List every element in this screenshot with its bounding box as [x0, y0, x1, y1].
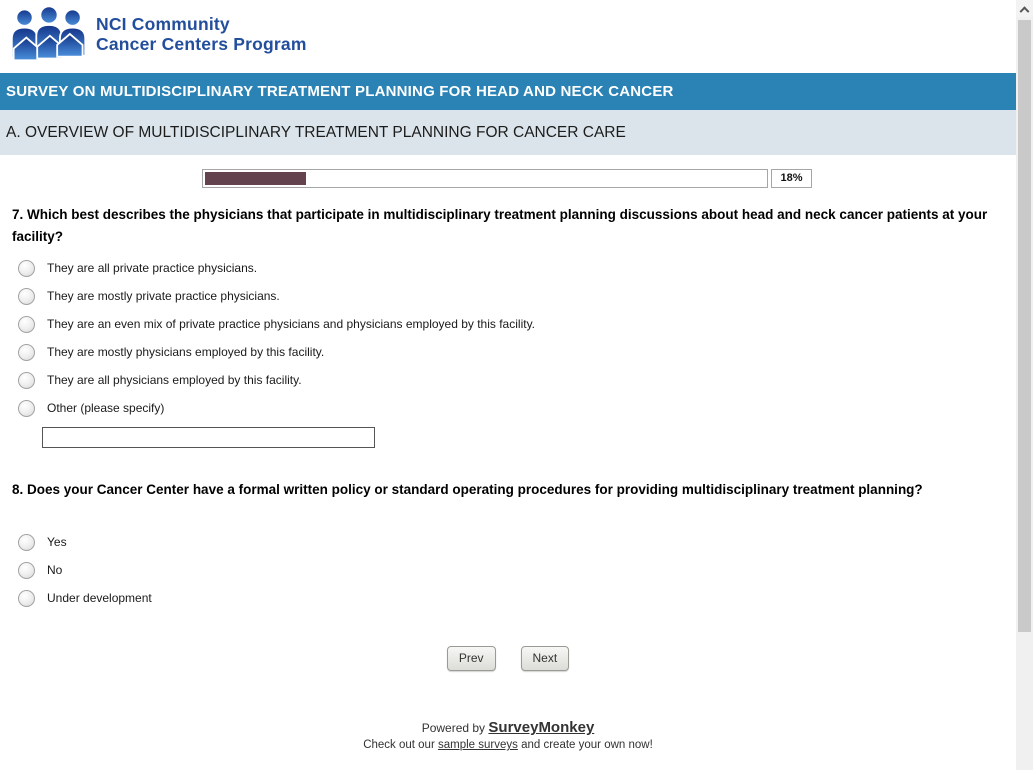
radio-button[interactable]: [18, 400, 35, 417]
q7-option-row[interactable]: [18, 366, 535, 394]
q7-option-row[interactable]: [18, 310, 535, 338]
survey-title-bar: SURVEY ON MULTIDISCIPLINARY TREATMENT PLANNING FOR HEAD AND NECK CANCER: [0, 73, 1016, 110]
progress-bar-fill: [205, 172, 306, 185]
ncccp-logo: [10, 6, 307, 62]
section-title-bar: A. OVERVIEW OF MULTIDISCIPLINARY TREATMENT PLANNING FOR CANCER CARE: [0, 110, 1016, 155]
q7-option-row[interactable]: [18, 254, 535, 282]
q8-option-row[interactable]: [18, 584, 152, 612]
option-label: They are mostly private practice physicians.: [47, 289, 280, 303]
q7-option-row[interactable]: [18, 338, 535, 366]
option-label: Under development: [47, 591, 152, 605]
radio-button[interactable]: [18, 534, 35, 551]
footer: [0, 719, 1016, 751]
radio-button[interactable]: [18, 372, 35, 389]
logo-text: [96, 14, 307, 54]
powered-by-text: Powered by: [421, 721, 486, 735]
q8-option-row[interactable]: [18, 528, 152, 556]
surveymonkey-link[interactable]: SurveyMonkey: [488, 719, 595, 736]
nav-buttons: [0, 646, 1016, 671]
radio-button[interactable]: [18, 590, 35, 607]
next-button[interactable]: Next: [521, 646, 570, 671]
progress-percent-label: 18%: [771, 169, 812, 188]
radio-button[interactable]: [18, 316, 35, 333]
option-label: No: [47, 563, 63, 577]
q7-option-row[interactable]: [18, 282, 535, 310]
q7-option-row-other[interactable]: [18, 394, 535, 422]
vertical-scrollbar[interactable]: [1016, 0, 1033, 770]
tagline-post: and create your own now!: [521, 739, 653, 751]
radio-button[interactable]: [18, 288, 35, 305]
option-label: Yes: [47, 535, 67, 549]
chevron-up-icon: [1020, 6, 1030, 16]
people-houses-icon: [10, 6, 88, 62]
tagline-pre: Check out our: [363, 739, 435, 751]
radio-button[interactable]: [18, 344, 35, 361]
option-label: Other (please specify): [47, 401, 165, 415]
radio-button[interactable]: [18, 562, 35, 579]
question-8-text: 8. Does your Cancer Center have a formal written policy or standard operating procedures for providing multidisciplinary treatment planning?: [12, 482, 923, 497]
progress-bar: [202, 169, 768, 188]
question-7-options: [18, 254, 535, 422]
option-label: They are an even mix of private practice physicians and physicians employed by this facility.: [47, 317, 536, 331]
question-7-text: 7. Which best describes the physicians that participate in multidisciplinary treatment planning discussions about head and neck cancer patients at your facility?: [12, 207, 988, 244]
other-specify-input[interactable]: [42, 427, 375, 448]
prev-button[interactable]: Prev: [447, 646, 496, 671]
scrollbar-thumb[interactable]: [1018, 20, 1031, 632]
option-label: They are mostly physicians employed by this facility.: [47, 345, 325, 359]
q8-option-row[interactable]: [18, 556, 152, 584]
logo-line2: Cancer Centers Program: [96, 34, 307, 54]
sample-surveys-link[interactable]: sample surveys: [438, 739, 518, 751]
radio-button[interactable]: [18, 260, 35, 277]
question-8-options: [18, 528, 152, 612]
option-label: They are all private practice physicians.: [47, 261, 258, 275]
option-label: They are all physicians employed by this facility.: [47, 373, 302, 387]
scroll-up-button[interactable]: [1016, 0, 1033, 17]
logo-line1: NCI Community: [96, 14, 230, 34]
